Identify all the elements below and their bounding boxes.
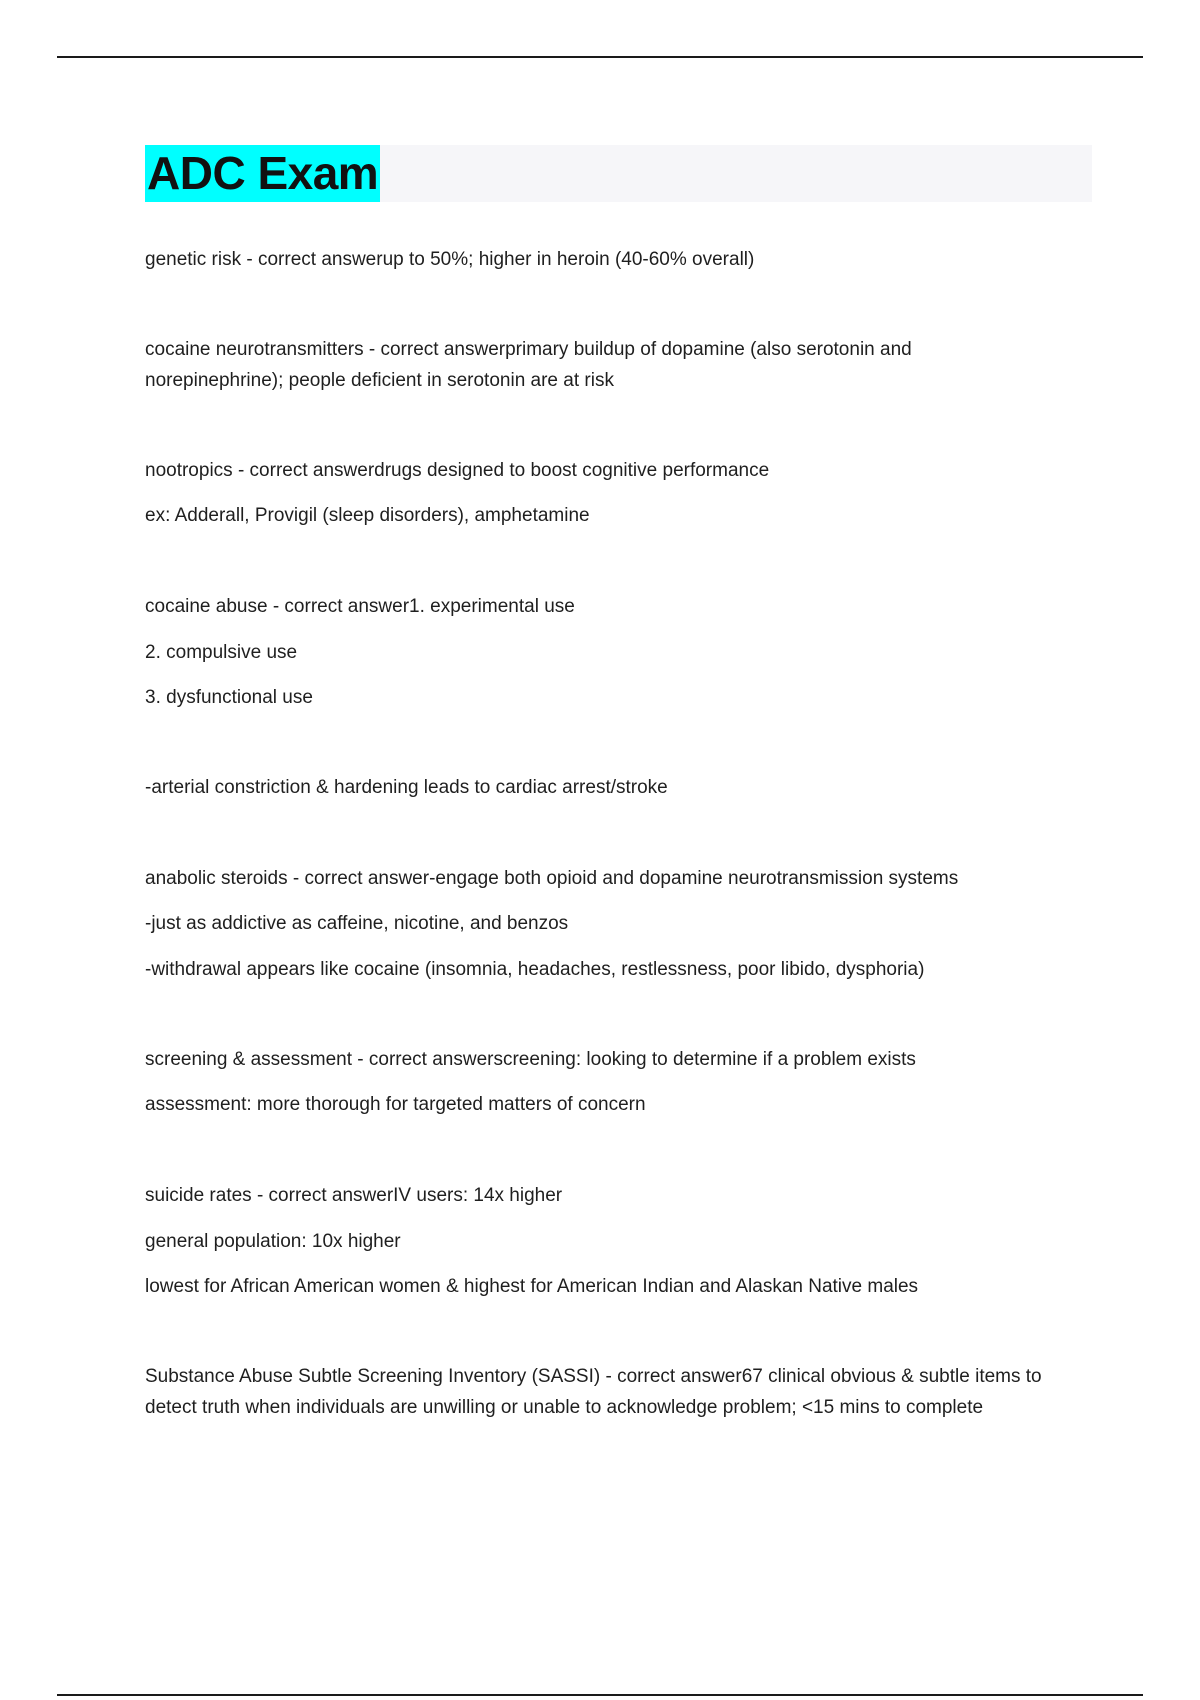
entry-line: -just as addictive as caffeine, nicotine, and benzos <box>145 913 569 934</box>
entry-line: cocaine neurotransmitters - correct answerprimary buildup of dopamine (also serotonin and <box>145 339 912 360</box>
entry-line: detect truth when individuals are unwilling or unable to acknowledge problem; <15 mins to complete <box>145 1397 984 1418</box>
footer-rule <box>57 1694 1143 1696</box>
entry-line: anabolic steroids - correct answer-engage both opioid and dopamine neurotransmission systems <box>145 868 959 889</box>
entry-line: nootropics - correct answerdrugs designed to boost cognitive performance <box>145 460 770 481</box>
header-rule <box>57 56 1143 58</box>
entry-line: general population: 10x higher <box>145 1231 401 1252</box>
entry-line: screening & assessment - correct answerscreening: looking to determine if a problem exists <box>145 1049 916 1070</box>
entry-line: 3. dysfunctional use <box>145 687 313 708</box>
entry-line: -arterial constriction & hardening leads to cardiac arrest/stroke <box>145 777 668 798</box>
entry-line: suicide rates - correct answerIV users: 14x higher <box>145 1185 563 1206</box>
entry-line: -withdrawal appears like cocaine (insomnia, headaches, restlessness, poor libido, dysphoria) <box>145 959 925 980</box>
entry-line: 2. compulsive use <box>145 642 298 663</box>
entry-line: norepinephrine); people deficient in serotonin are at risk <box>145 370 614 391</box>
entry-line: ex: Adderall, Provigil (sleep disorders), amphetamine <box>145 505 590 526</box>
title-bar <box>145 145 1092 202</box>
entry-line: genetic risk - correct answerup to 50%; higher in heroin (40-60% overall) <box>145 249 755 270</box>
entry-line: lowest for African American women & highest for American Indian and Alaskan Native males <box>145 1276 919 1297</box>
document-title: ADC Exam <box>145 145 380 202</box>
entry-line: cocaine abuse - correct answer1. experimental use <box>145 596 575 617</box>
entry-line: assessment: more thorough for targeted matters of concern <box>145 1094 646 1115</box>
entry-line: Substance Abuse Subtle Screening Inventory (SASSI) - correct answer67 clinical obvious & subtle items to <box>145 1366 1042 1387</box>
